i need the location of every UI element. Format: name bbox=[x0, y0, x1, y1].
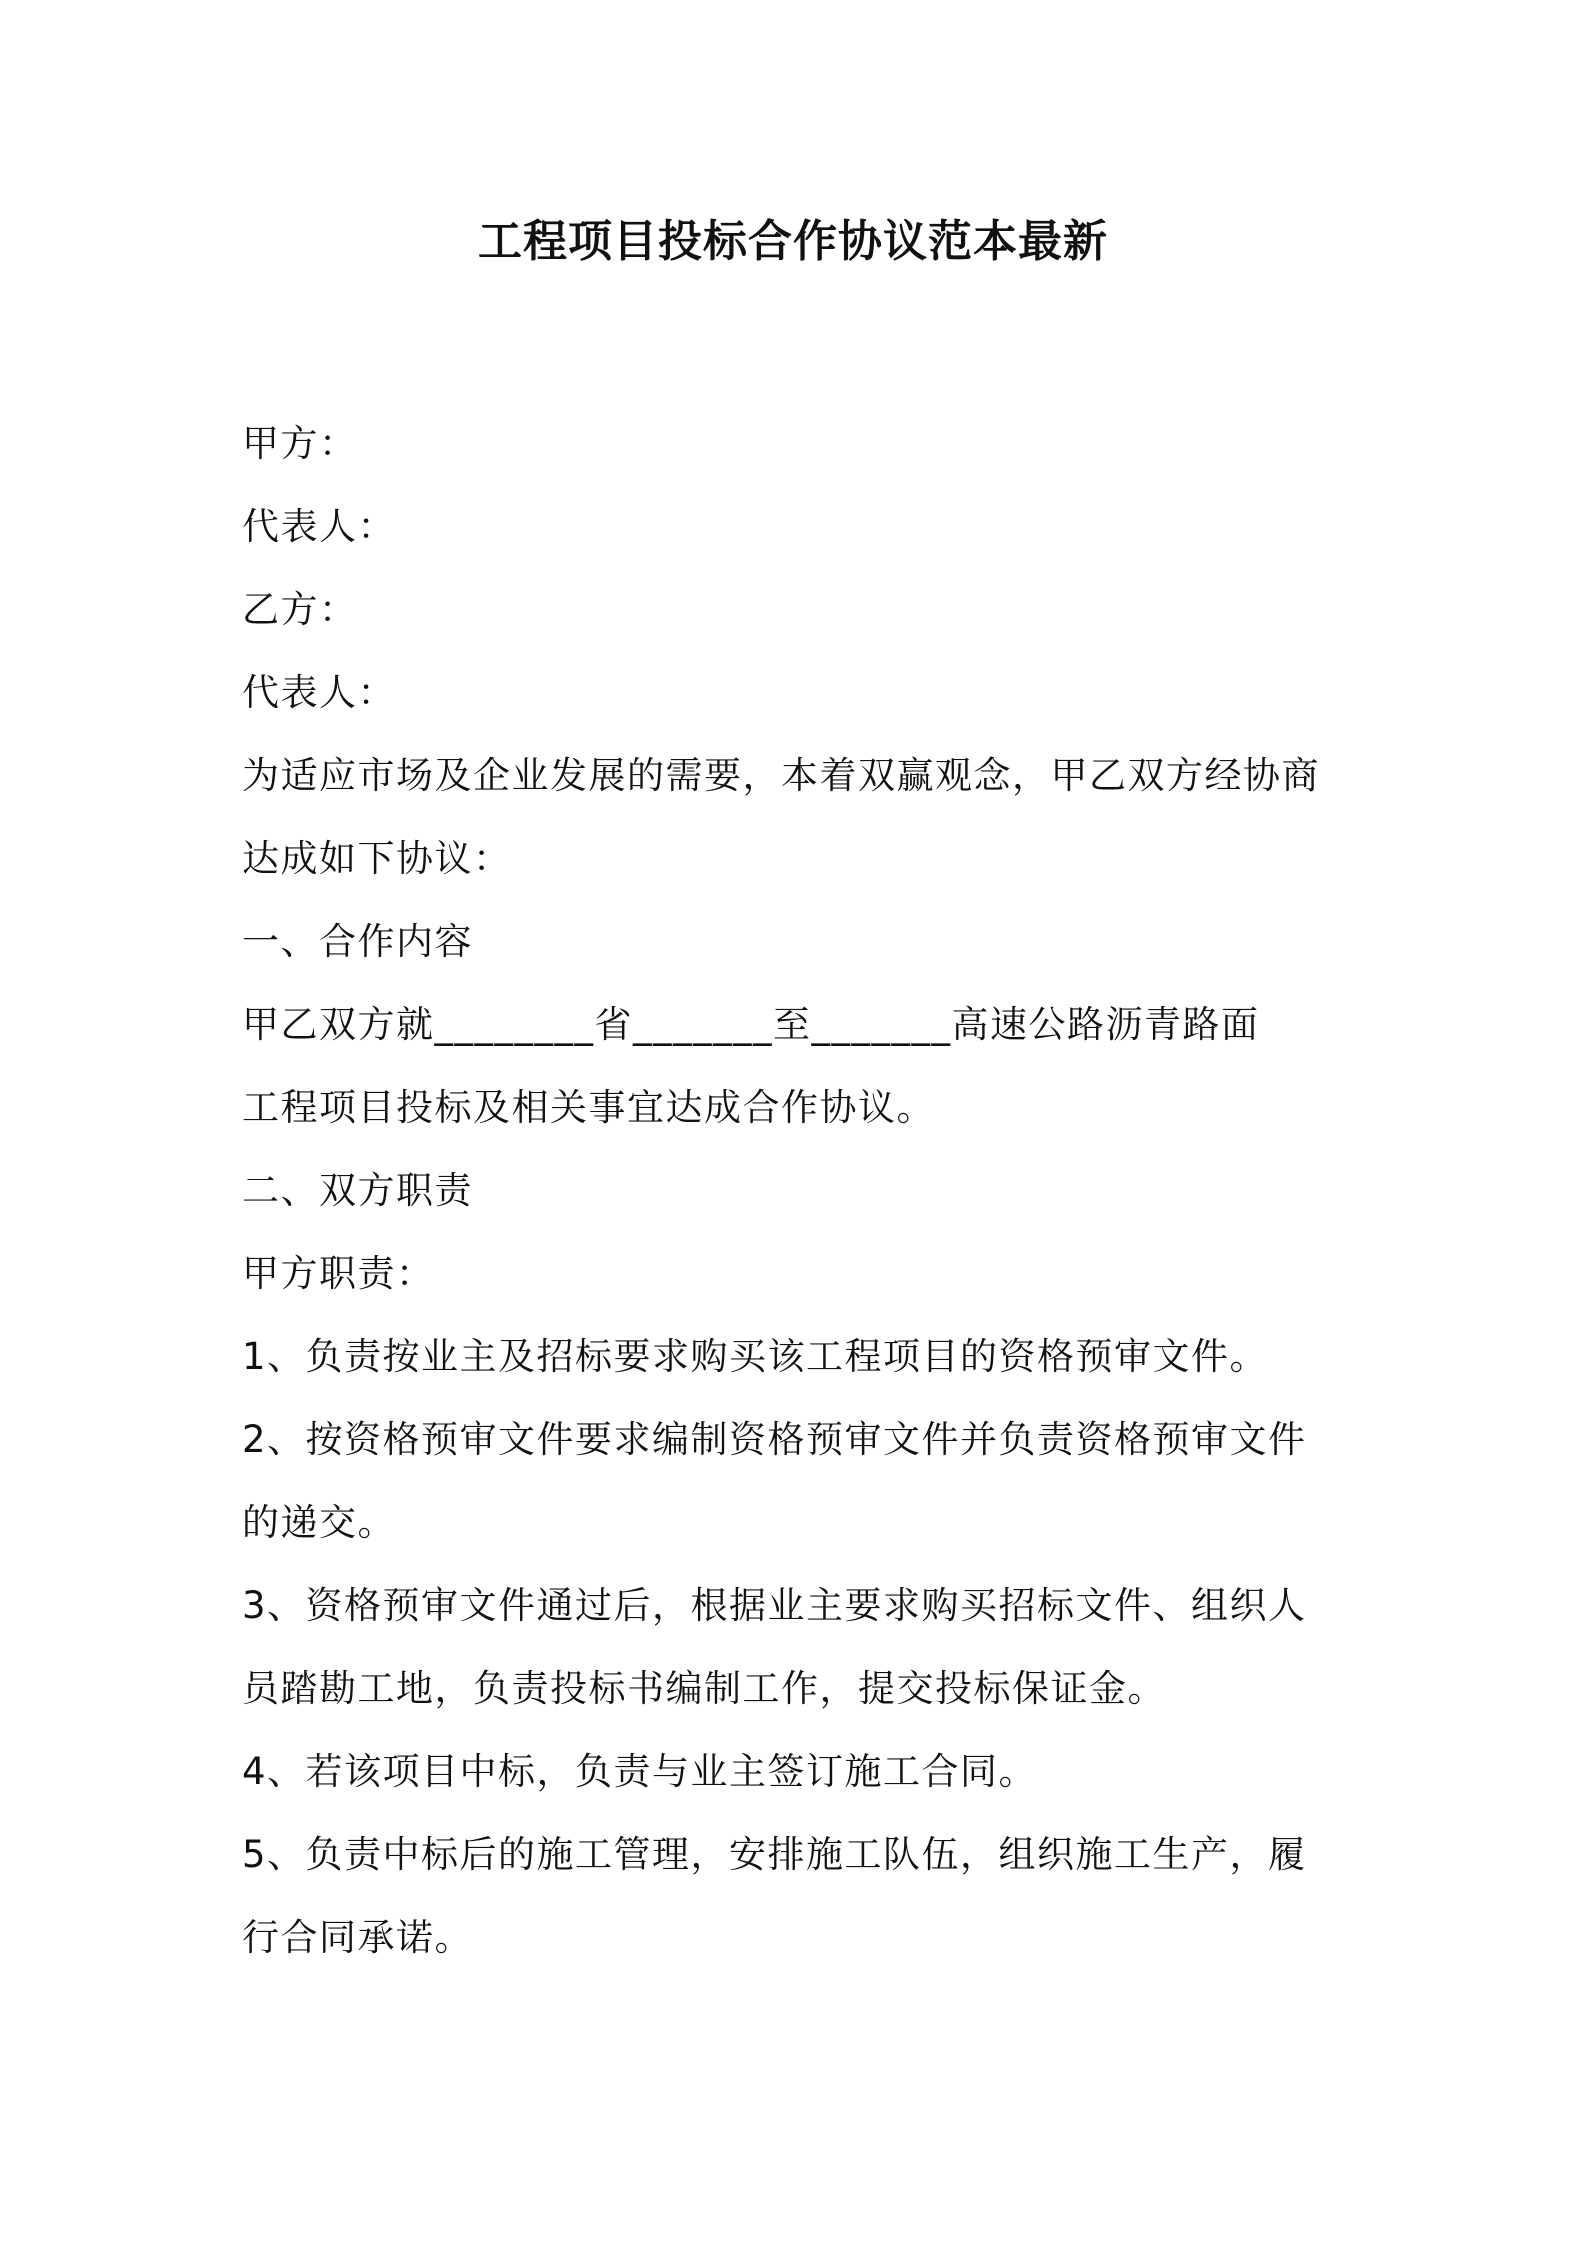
line-duty-5b: 行合同承诺。 bbox=[242, 1916, 473, 1959]
line-preamble-1: 为适应市场及企业发展的需要，本着双赢观念，甲乙双方经协商 bbox=[242, 754, 1320, 797]
document-body bbox=[242, 402, 1356, 1979]
line-party-b: 乙方： bbox=[242, 588, 358, 631]
line-duty-2a: 2、按资格预审文件要求编制资格预审文件并负责资格预审文件 bbox=[242, 1418, 1307, 1461]
line-party-a: 甲方： bbox=[242, 422, 358, 465]
line-duty-3a: 3、资格预审文件通过后，根据业主要求购买招标文件、组织人 bbox=[242, 1584, 1307, 1627]
section-heading-cooperation: 一、合作内容 bbox=[242, 920, 473, 963]
line-cooperation-2: 工程项目投标及相关事宜达成合作协议。 bbox=[242, 1086, 935, 1129]
line-representative-a: 代表人： bbox=[242, 505, 396, 548]
line-duty-5a: 5、负责中标后的施工管理，安排施工队伍，组织施工生产，履 bbox=[242, 1833, 1307, 1876]
line-representative-b: 代表人： bbox=[242, 671, 396, 714]
section-heading-duties: 二、双方职责 bbox=[242, 1169, 473, 1212]
line-cooperation-1: 甲乙双方就________省_______至_______高速公路沥青路面 bbox=[242, 1003, 1260, 1046]
line-party-a-duties: 甲方职责： bbox=[242, 1252, 435, 1295]
line-preamble-2: 达成如下协议： bbox=[242, 837, 512, 880]
line-duty-2b: 的递交。 bbox=[242, 1501, 396, 1544]
line-duty-3b: 员踏勘工地，负责投标书编制工作，提交投标保证金。 bbox=[242, 1667, 1166, 1710]
line-duty-1: 1、负责按业主及招标要求购买该工程项目的资格预审文件。 bbox=[242, 1335, 1269, 1378]
line-duty-4: 4、若该项目中标，负责与业主签订施工合同。 bbox=[242, 1750, 1038, 1793]
document-title: 工程项目投标合作协议范本最新 bbox=[478, 216, 1108, 267]
